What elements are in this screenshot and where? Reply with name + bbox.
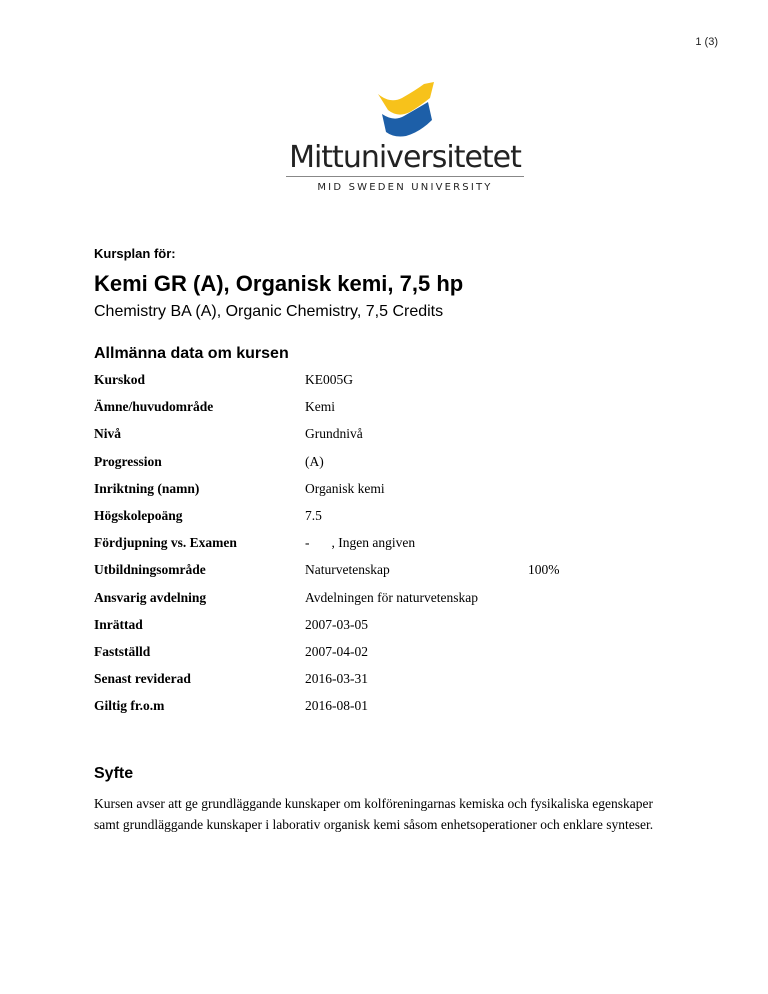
row-value: 2016-03-31 <box>305 671 368 687</box>
row-value: (A) <box>305 453 324 469</box>
university-logo <box>280 80 530 195</box>
table-row <box>94 644 654 671</box>
logo-mark-icon <box>376 80 436 138</box>
row-value: KE005G <box>305 372 353 387</box>
table-row <box>94 671 654 698</box>
table-row <box>94 590 654 617</box>
table-row <box>94 508 654 535</box>
logo-name: Mittuniversitetet <box>289 140 521 175</box>
table-row <box>94 426 654 453</box>
row-value: Naturvetenskap <box>305 562 390 578</box>
row-label: Nivå <box>94 426 121 442</box>
row-value <box>305 535 415 551</box>
syllabus-kicker: Kursplan för: <box>94 246 176 261</box>
table-row <box>94 454 654 481</box>
course-title-english: Chemistry BA (A), Organic Chemistry, 7,5 Credits <box>94 303 444 320</box>
row-label: Utbildningsområde <box>94 562 206 578</box>
row-label: Senast reviderad <box>94 671 191 687</box>
logo-divider <box>286 176 524 177</box>
table-row <box>94 372 654 399</box>
general-data-heading: Allmänna data om kursen <box>94 345 289 362</box>
row-value: Organisk kemi <box>305 480 385 496</box>
course-title: Kemi GR (A), Organisk kemi, 7,5 hp <box>94 271 464 296</box>
purpose-text: Kursen avser att ge grundläggande kunskaper om kolföreningarnas kemiska och fysikaliska egenskaper samt grundläggande kunskaper i laborativ organisk kemi såsom enhetsoperationer och enklare synteser. <box>94 796 654 832</box>
row-value: 2007-04-02 <box>305 643 368 659</box>
row-value: 2007-03-05 <box>305 616 368 632</box>
row-value: Kemi <box>305 399 335 415</box>
row-value-exam: , Ingen angiven <box>331 535 416 551</box>
course-data-table <box>94 372 654 725</box>
row-label: Inrättad <box>94 616 143 632</box>
table-row <box>94 535 654 562</box>
table-row <box>94 562 654 589</box>
row-value: 2016-08-01 <box>305 698 368 714</box>
row-value-dash: - <box>305 535 310 551</box>
row-label: Kurskod <box>94 372 146 387</box>
page-number: 1 (3) <box>695 36 718 48</box>
table-row <box>94 698 654 725</box>
purpose-heading: Syfte <box>94 765 134 782</box>
row-label: Progression <box>94 453 162 469</box>
row-value: Avdelningen för naturvetenskap <box>305 589 478 605</box>
row-label: Ansvarig avdelning <box>94 589 207 605</box>
table-row <box>94 617 654 644</box>
row-label: Fördjupning vs. Examen <box>94 535 237 551</box>
row-label: Högskolepoäng <box>94 507 183 523</box>
logo-subtitle: MID SWEDEN UNIVERSITY <box>317 182 493 193</box>
row-value: 7.5 <box>305 507 322 523</box>
row-label: Inriktning (namn) <box>94 480 200 496</box>
table-row <box>94 399 654 426</box>
row-value: Grundnivå <box>305 426 363 442</box>
row-value-percent: 100% <box>528 562 560 578</box>
row-label: Giltig fr.o.m <box>94 698 165 714</box>
row-label: Ämne/huvudområde <box>94 399 214 415</box>
table-row <box>94 481 654 508</box>
row-label: Fastställd <box>94 643 151 659</box>
